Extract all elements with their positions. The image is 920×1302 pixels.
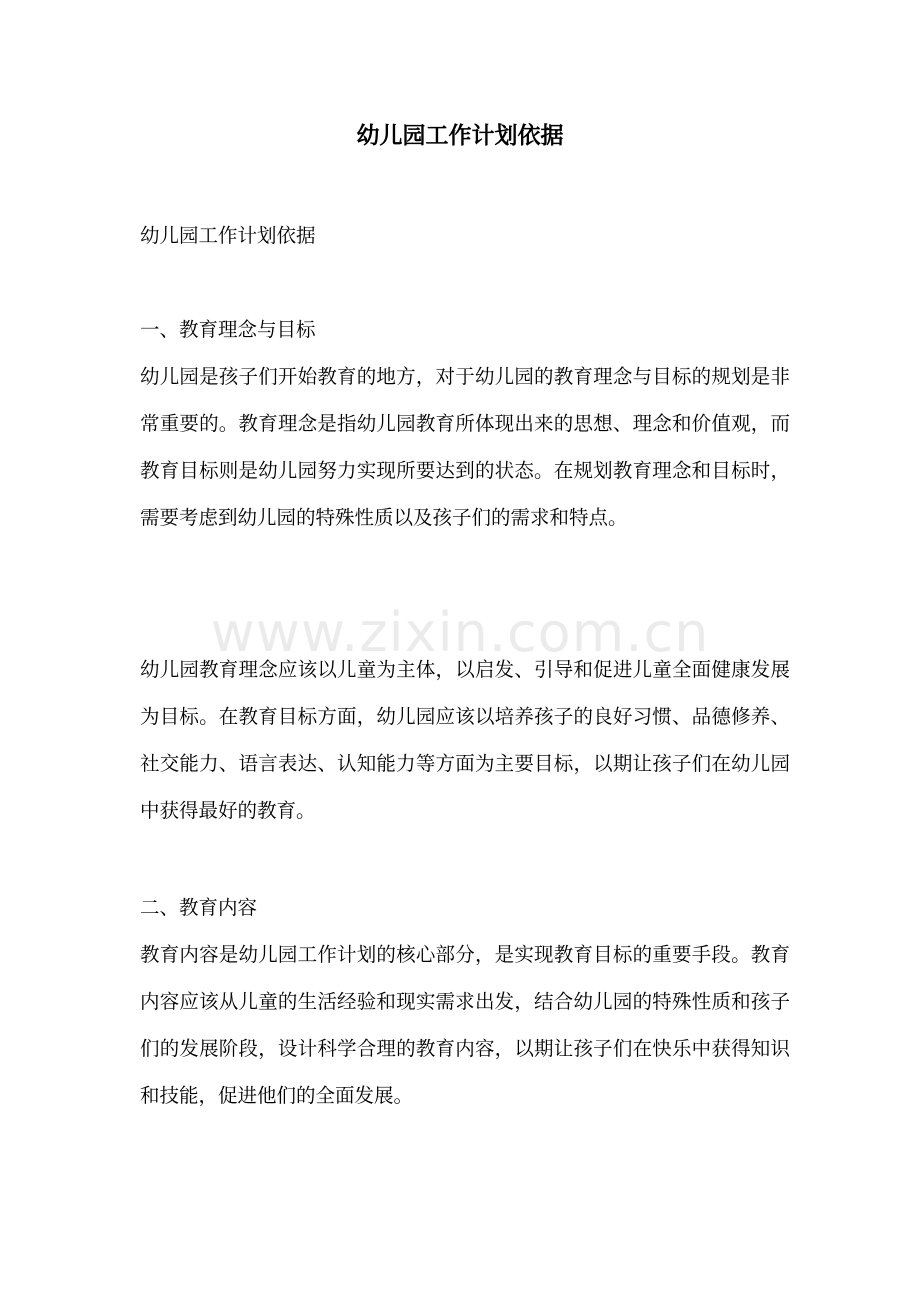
document-title: 幼儿园工作计划依据	[356, 122, 564, 149]
section-2-heading: 二、教育内容	[140, 896, 258, 919]
section-1-heading: 一、教育理念与目标	[140, 318, 316, 341]
document-subtitle: 幼儿园工作计划依据	[140, 224, 316, 247]
section-1-paragraph-2: 幼儿园教育理念应该以儿童为主体，以启发、引导和促进儿童全面健康发展为目标。在教育目标方面，幼儿园应该以培养孩子的良好习惯、品德修养、社交能力、语言表达、认知能力等方面为主要目标，以期让孩子们在幼儿园中获得最好的教育。	[140, 658, 790, 822]
watermark-text: www.zixin.com.cn	[210, 601, 710, 664]
section-2-paragraph-1: 教育内容是幼儿园工作计划的核心部分，是实现教育目标的重要手段。教育内容应该从儿童的生活经验和现实需求出发，结合幼儿园的特殊性质和孩子们的发展阶段，设计科学合理的教育内容，以期让孩子们在快乐中获得知识和技能，促进他们的全面发展。	[140, 943, 790, 1107]
section-1-paragraph-1: 幼儿园是孩子们开始教育的地方，对于幼儿园的教育理念与目标的规划是非常重要的。教育理念是指幼儿园教育所体现出来的思想、理念和价值观，而教育目标则是幼儿园努力实现所要达到的状态。在规划教育理念和目标时，需要考虑到幼儿园的特殊性质以及孩子们的需求和特点。	[140, 365, 790, 529]
